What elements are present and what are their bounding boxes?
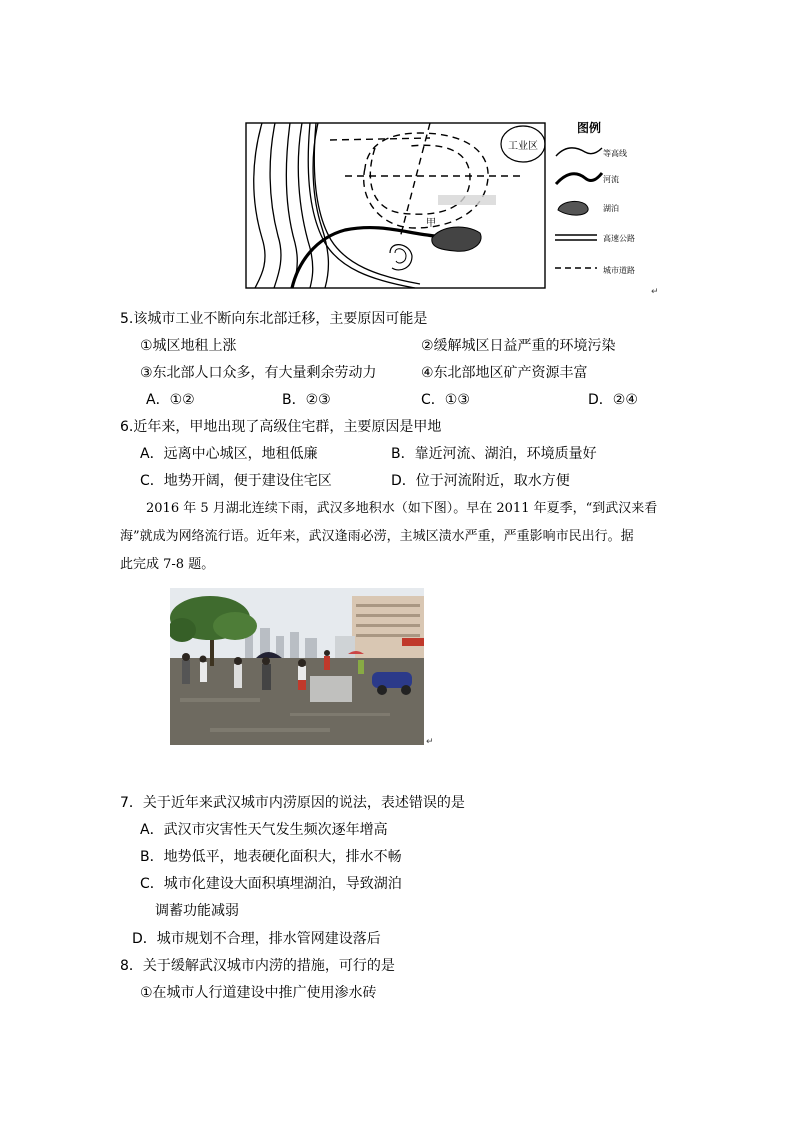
legend-lake-label: 湖泊 <box>603 204 619 213</box>
q5-item-4: ④东北部地区矿产资源丰富 <box>421 365 588 381</box>
legend-city-road-label: 城市道路 <box>603 266 635 275</box>
lake-icon <box>558 201 588 215</box>
q7-choice-c-line2: 调蓄功能减弱 <box>155 903 239 919</box>
jia-label: 甲 <box>426 218 436 229</box>
map-frame <box>246 123 545 288</box>
passage-line-3: 此完成 7-8 题。 <box>120 557 215 572</box>
q5-stem: 5.该城市工业不断向东北部迁移，主要原因可能是 <box>120 311 428 327</box>
q7-choice-c-line1: C．城市化建设大面积填埋湖泊，导致湖泊 <box>140 876 402 892</box>
q6-choice-a: A．远离中心城区，地租低廉 <box>140 446 318 462</box>
q6-choice-c: C．地势开阔，便于建设住宅区 <box>140 473 332 489</box>
photo-redacted-mark <box>310 676 352 702</box>
contour-line-icon <box>556 148 602 156</box>
river-icon <box>556 173 602 184</box>
city-map-figure <box>240 118 670 298</box>
legend-river-label: 河流 <box>603 175 619 184</box>
q5-choice-a: A．①② <box>146 392 195 408</box>
q6-choice-d: D．位于河流附近，取水方便 <box>391 473 570 489</box>
redacted-mark <box>438 195 496 205</box>
q7-choice-b: B．地势低平，地表硬化面积大，排水不畅 <box>140 849 402 865</box>
photo-return-mark: ↵ <box>426 737 434 747</box>
passage-line-1: 2016 年 5 月湖北连续下雨，武汉多地积水（如下图）。早在 2011 年夏季，“到武汉来看 <box>146 501 658 516</box>
q8-item-1: ①在城市人行道建设中推广使用渗水砖 <box>140 985 377 1001</box>
highway-icon <box>555 235 597 240</box>
legend-contour-label: 等高线 <box>603 149 627 158</box>
q5-item-1: ①城区地租上涨 <box>140 338 237 354</box>
q8-stem: 8．关于缓解武汉城市内涝的措施，可行的是 <box>120 958 395 974</box>
return-mark: ↵ <box>651 287 659 297</box>
passage-line-2: 海”就成为网络流行语。近年来，武汉逢雨必涝，主城区渍水严重，严重影响市民出行。据 <box>120 529 634 544</box>
legend-highway-label: 高速公路 <box>603 234 635 243</box>
q5-choice-d: D．②④ <box>588 392 638 408</box>
q7-stem: 7．关于近年来武汉城市内涝原因的说法，表述错误的是 <box>120 795 465 811</box>
q6-choice-b: B．靠近河流、湖泊，环境质量好 <box>391 446 597 462</box>
q7-choice-a: A．武汉市灾害性天气发生频次逐年增高 <box>140 822 388 838</box>
q5-choice-b: B．②③ <box>282 392 331 408</box>
legend-title: 图例 <box>577 121 602 135</box>
industrial-zone-label: 工业区 <box>508 141 538 152</box>
q7-choice-d: D．城市规划不合理，排水管网建设落后 <box>132 931 381 947</box>
q5-choice-c: C．①③ <box>421 392 470 408</box>
q5-item-2: ②缓解城区日益严重的环境污染 <box>421 338 616 354</box>
flood-photo <box>170 588 445 748</box>
q5-item-3: ③东北部人口众多，有大量剩余劳动力 <box>140 365 377 381</box>
q6-stem: 6.近年来，甲地出现了高级住宅群，主要原因是甲地 <box>120 419 442 435</box>
